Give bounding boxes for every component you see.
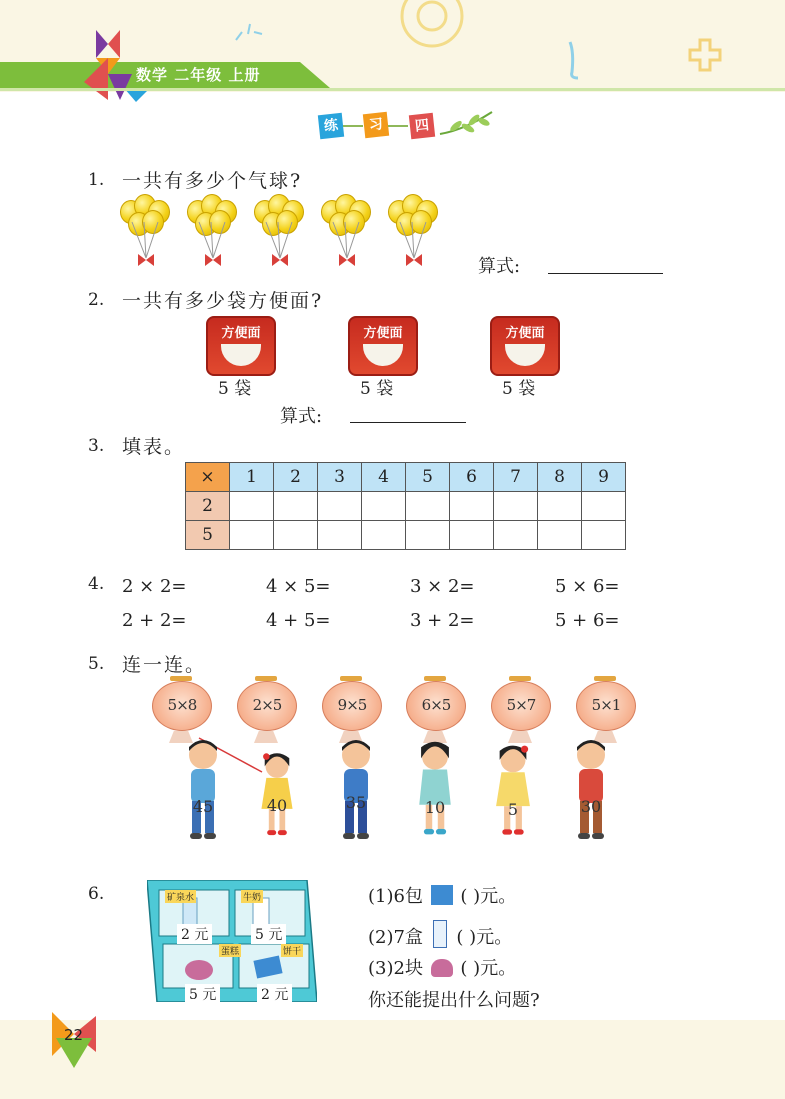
exercise-tile-3: 四 <box>409 113 435 139</box>
q4-expr: 2 × 2= <box>122 576 187 597</box>
q1-text: 一共有多少个气球? <box>122 170 303 192</box>
q4-expr: 5 × 6= <box>555 576 620 597</box>
shelf-item-label: 饼干 <box>281 944 303 957</box>
q3-number: 3. <box>88 436 105 456</box>
q6-number: 6. <box>88 884 105 904</box>
kid-number: 45 <box>192 797 214 816</box>
lantern-expr: 9×5 <box>337 696 367 714</box>
q6-sub-question-2 <box>368 920 512 949</box>
kid-number: 35 <box>345 793 367 812</box>
q2-text: 一共有多少袋方便面? <box>122 290 324 312</box>
q5-text: 连一连。 <box>122 654 207 676</box>
shelf-item-label: 蛋糕 <box>219 944 241 957</box>
noodle-package-label: 方便面 <box>363 326 403 341</box>
q4-expr: 4 + 5= <box>266 610 331 631</box>
table-row-header: 2 <box>186 492 230 521</box>
q1-formula-label: 算式: <box>478 256 521 277</box>
shelf-price-tag: 5 元 <box>251 924 286 944</box>
table-row-header: 5 <box>186 521 230 550</box>
q6-answer-blank[interactable]: ( )元。 <box>460 958 517 979</box>
bag-count-2: 5 袋 <box>360 379 394 399</box>
lantern-expr: 5×7 <box>506 696 536 714</box>
milk-carton-icon <box>433 920 447 948</box>
q6-answer-blank[interactable]: ( )元。 <box>460 886 517 907</box>
boy-figure-icon <box>568 735 614 845</box>
table-corner: × <box>186 463 230 492</box>
bag-count-1: 5 袋 <box>218 379 252 399</box>
kid[interactable] <box>180 735 226 849</box>
shelf-item-label: 牛奶 <box>241 890 263 903</box>
q4-expr: 3 + 2= <box>410 610 475 631</box>
kid[interactable] <box>568 735 614 849</box>
q6-sub-question-3 <box>368 954 516 980</box>
q4-expr: 4 × 5= <box>266 576 331 597</box>
lantern-expr: 6×5 <box>421 696 451 714</box>
girl-figure-icon <box>254 750 300 840</box>
table-col-header: 2 <box>274 463 318 492</box>
kid[interactable] <box>333 735 379 849</box>
q2-formula-label: 算式: <box>280 406 323 427</box>
q2-number: 2. <box>88 290 105 310</box>
table-col-header: 9 <box>582 463 626 492</box>
q4-expr: 3 × 2= <box>410 576 475 597</box>
q6-answer-blank[interactable]: ( )元。 <box>456 927 513 948</box>
bottom-decor-band <box>0 1020 785 1099</box>
kid[interactable] <box>254 750 300 844</box>
girl-figure-icon <box>490 742 536 840</box>
q6-extra-question: 你还能提出什么问题? <box>368 990 540 1011</box>
table-col-header: 3 <box>318 463 362 492</box>
lantern-expr: 2×5 <box>252 696 282 714</box>
q6-sub-question-1 <box>368 882 516 908</box>
girl-figure-icon <box>412 738 458 840</box>
page-number: 22 <box>64 1026 84 1044</box>
kid[interactable] <box>490 742 536 844</box>
table-col-header: 6 <box>450 463 494 492</box>
biscuit-pack-icon <box>431 885 453 905</box>
q4-expr: 2 + 2= <box>122 610 187 631</box>
q5-number: 5. <box>88 654 105 674</box>
lantern-expr: 5×1 <box>591 696 621 714</box>
table-col-header: 7 <box>494 463 538 492</box>
table-col-header: 5 <box>406 463 450 492</box>
q1-number: 1. <box>88 170 105 190</box>
q4-number: 4. <box>88 574 105 594</box>
q4-expr: 5 + 6= <box>555 610 620 631</box>
kid-number: 30 <box>580 797 602 816</box>
exercise-tile-1: 练 <box>318 113 344 139</box>
table-col-header: 1 <box>230 463 274 492</box>
exercise-tile-2: 习 <box>363 112 389 138</box>
shelf-item-label: 矿泉水 <box>165 890 196 903</box>
table-col-header: 4 <box>362 463 406 492</box>
boy-figure-icon <box>333 735 379 845</box>
shelf-price-tag: 5 元 <box>185 984 220 1004</box>
q3-text: 填表。 <box>122 436 186 458</box>
kid-number: 40 <box>266 796 288 815</box>
kid-number: 10 <box>424 798 446 817</box>
header-title: 数学 二年级 上册 <box>136 66 261 84</box>
kid-number: 5 <box>507 800 519 819</box>
noodle-package-label: 方便面 <box>221 326 261 341</box>
noodle-package-label: 方便面 <box>505 326 545 341</box>
bag-count-3: 5 袋 <box>502 379 536 399</box>
q6-sub-label: (1)6包 <box>368 886 423 907</box>
q6-sub-label: (3)2块 <box>368 958 423 979</box>
kid[interactable] <box>412 738 458 844</box>
shop-shelf <box>147 880 317 1002</box>
lantern-expr: 5×8 <box>167 696 197 714</box>
boy-figure-icon <box>180 735 226 845</box>
q6-sub-label: (2)7盒 <box>368 927 423 948</box>
shelf-price-tag: 2 元 <box>257 984 292 1004</box>
table-col-header: 8 <box>538 463 582 492</box>
cupcake-icon <box>431 959 453 977</box>
shelf-price-tag: 2 元 <box>177 924 212 944</box>
